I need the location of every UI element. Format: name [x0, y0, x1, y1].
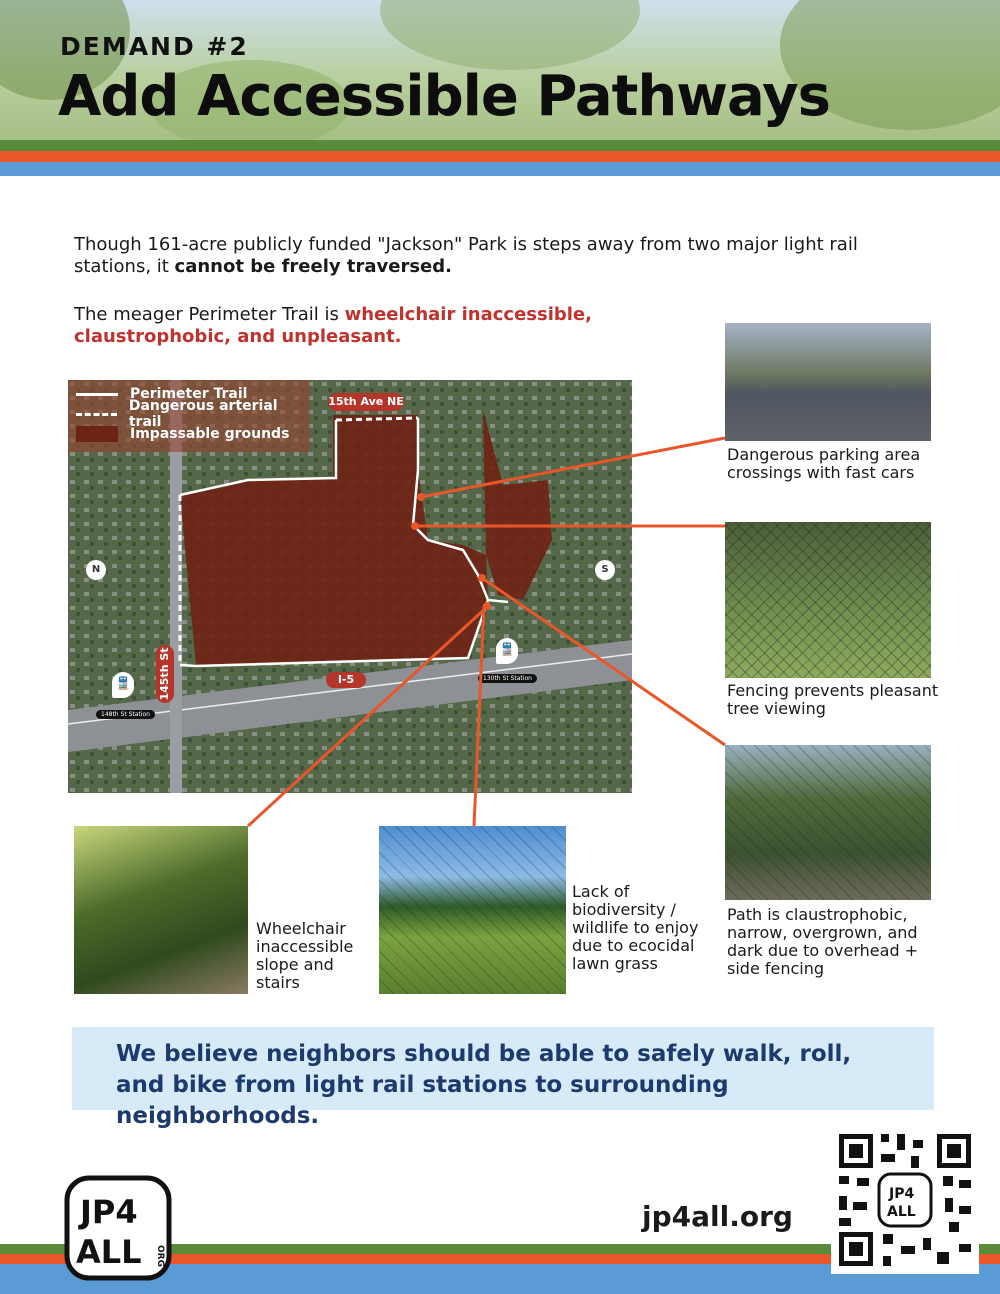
callout-path [482, 578, 725, 745]
label-i5: I-5 [326, 672, 366, 688]
page-title: Add Accessible Pathways [58, 64, 830, 129]
photo-parking-area [725, 323, 931, 441]
belief-statement: We believe neighbors should be able to safely walk, roll, and bike from light rail stations to surrounding neighborhoods. [116, 1041, 852, 1129]
qr-code-graphic [831, 1126, 979, 1274]
callout-dot [417, 493, 425, 501]
train-station-130-icon: 🚆 [496, 638, 518, 664]
site-url[interactable]: jp4all.org [642, 1200, 793, 1233]
legend-label: Perimeter Trail [130, 386, 248, 402]
callout-dot [411, 522, 419, 530]
svg-text:JP4: JP4 [889, 1186, 915, 1202]
photo-slope-stairs [74, 826, 248, 994]
caption-lawn: Lack of biodiversity / wildlife to enjoy due to ecocidal lawn grass [572, 882, 699, 973]
intro-text: Though 161-acre publicly funded "Jackson" Park is steps away from two major light rail stations, it [74, 234, 858, 277]
label-15th-ave: 15th Ave NE [328, 393, 404, 411]
caption-fencing: Fencing prevents pleasant tree viewing [727, 681, 939, 718]
callout-dot [483, 602, 491, 610]
intro-highlight: wheelchair inaccessible, claustrophobic, and unpleasant. [74, 304, 592, 347]
svg-text:ORG: ORG [155, 1245, 165, 1267]
callout-slope [248, 606, 488, 826]
svg-text:ALL: ALL [887, 1204, 916, 1220]
train-station-148-icon: 🚆 [112, 672, 134, 698]
intro-emphasis: cannot be freely traversed. [174, 256, 452, 277]
svg-text:JP4: JP4 [80, 1193, 138, 1231]
photo-fencing [725, 522, 931, 678]
svg-text:ALL: ALL [76, 1233, 142, 1271]
intro-text: The meager Perimeter Trail is [74, 304, 345, 325]
label-130th-station: 130th St Station [478, 674, 537, 683]
callout-lawn [474, 606, 484, 826]
compass-south: S [595, 560, 615, 580]
caption-parking: Dangerous parking area crossings with fast cars [727, 445, 921, 482]
callout-dot [478, 574, 486, 582]
jp4all-logo-graphic [64, 1175, 172, 1281]
legend-label: Impassable grounds [130, 426, 290, 442]
demand-label: DEMAND #2 [60, 32, 249, 61]
label-148th-station: 148th St Station [96, 710, 155, 719]
photo-lawn [379, 826, 566, 994]
label-145th-st-text: 145th St [158, 647, 171, 701]
qr-code[interactable] [831, 1126, 979, 1274]
jp4all-logo [64, 1175, 172, 1281]
compass-north: N [86, 560, 106, 580]
caption-path: Path is claustrophobic, narrow, overgrown, and dark due to overhead + side fencing [727, 905, 919, 978]
photo-narrow-path [725, 745, 931, 900]
legend-label: Dangerous arterial trail [128, 398, 278, 430]
callout-parking [421, 438, 725, 497]
caption-slope: Wheelchair inaccessible slope and stairs [256, 919, 354, 992]
